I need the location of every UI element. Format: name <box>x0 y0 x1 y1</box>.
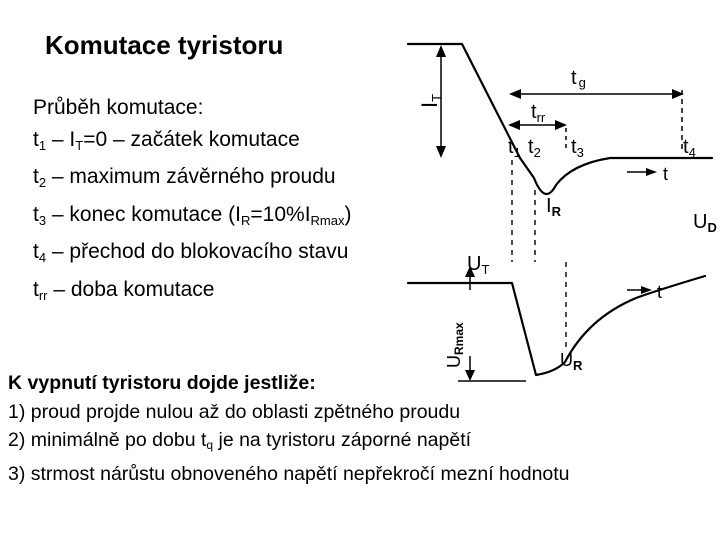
condition-item-2: 2) minimálně po dobu $t_q$ je na tyristoru záporné napětí <box>8 429 472 452</box>
legend-item-t1: $t_1 - I_T=0$ – začátek komutace <box>33 127 300 153</box>
conditions-heading: K vypnutí tyristoru dojde jestliže: <box>8 372 316 394</box>
label-urmax: URmax <box>444 322 466 368</box>
condition-item-1: 1) proud projde nulou až do oblasti zpětného proudu <box>8 400 461 423</box>
label-tg: tg <box>571 67 586 90</box>
label-t3: $t_3$ <box>571 136 584 160</box>
label-ir: $I_R$ <box>546 195 561 219</box>
label-ut: $U_T$ <box>467 253 490 277</box>
legend-item-t3: $t_3$ – konec komutace $(I_R=10\%I_{Rmax})$ <box>33 202 352 228</box>
label-ud: $U_D$ <box>693 211 717 235</box>
legend-heading: Průběh komutace: <box>33 96 204 119</box>
legend-item-trr: $t_{rr}$ – doba komutace <box>33 277 215 303</box>
label-t4: $t_4$ <box>683 136 696 160</box>
label-t2: $t_2$ <box>528 136 541 160</box>
conditions <box>8 369 570 488</box>
label-it: IT <box>417 93 444 108</box>
label-t-axis-bottom: t <box>657 282 663 302</box>
label-t-axis-top: t <box>663 164 669 184</box>
label-ur: $U_R$ <box>560 350 583 373</box>
condition-item-3: 3) strmost nárůstu obnoveného napětí nepřekročí mezní hodnotu <box>8 462 570 485</box>
legend-item-t2: $t_2$ – maximum závěrného proudu <box>33 165 336 190</box>
legend-item-t4: $t_4$ – přechod do blokovacího stavu <box>33 240 349 265</box>
page-title: Komutace tyristoru <box>45 30 284 60</box>
label-trr: $t_{rr}$ <box>531 101 546 125</box>
label-t1: $t_1$ <box>508 136 521 160</box>
